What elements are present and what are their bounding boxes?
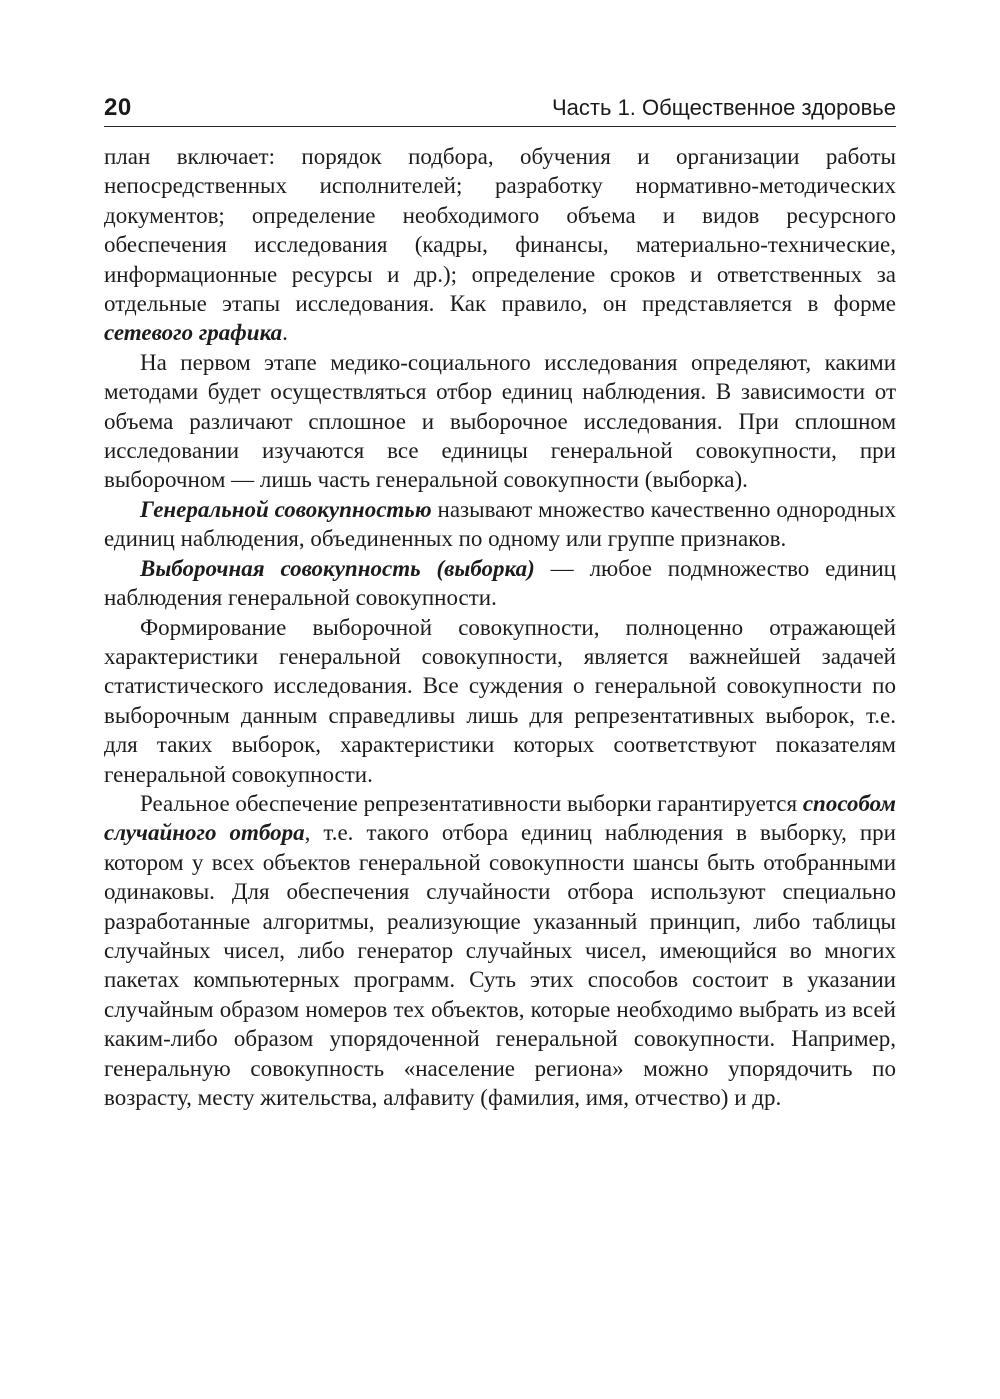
text-segment: — любое подмножество единиц наблюдения генеральной совокупности.: [104, 555, 896, 611]
term-random-selection: способом случайного отбора: [104, 790, 897, 846]
text-segment: .: [282, 320, 288, 346]
running-head: [104, 92, 896, 124]
term-sample: Выборочная совокупность (выборка): [140, 555, 535, 581]
page-number: 20: [104, 94, 132, 121]
header-rule: [104, 126, 896, 127]
term-network-schedule: сетевого графика: [104, 320, 283, 346]
paragraph-sample: [104, 554, 896, 613]
paragraph-random-selection: [104, 789, 896, 1112]
term-general-population: Генеральной совокупностью: [140, 496, 432, 522]
text-segment: называют множество качественно однородных единиц наблюдения, объединенных по одному или группе признаков.: [104, 496, 897, 552]
paragraph-continuation: [104, 142, 896, 348]
paragraph-general-population: [104, 495, 896, 554]
text-segment: Реальное обеспечение репрезентативности выборки гарантируется: [140, 790, 803, 816]
section-title: Часть 1. Общественное здоровье: [552, 95, 896, 120]
text-segment: план включает: порядок подбора, обучения и организации работы непосредственных исполнителей; разработку нормативно-методических документов; определение необходимого объема и видов ресурсного обеспечения исследования (кадры, финансы, материально-технические, информационные ресурсы и др.); определение сроков и ответственных за отдельные этапы исследования. Как правило, он представляется в форме: [104, 144, 896, 317]
text-segment: , т.е. такого отбора единиц наблюдения в выборку, при котором у всех объектов генеральной совокупности шансы быть отобранными одинаковы. Для обеспечения случайности отбора используют специально разработанные алгоритмы, реализующие указанный принцип, либо таблицы случайных чисел, либо генератор случайных чисел, имеющийся во многих пакетах компьютерных программ. Суть этих способов состоит в указании случайным образом номеров тех объектов, которые необходимо выбрать из всей каким-либо образом упорядоченной генеральной совокупности. Например, генеральную совокупность «население региона» можно упорядочить по возрасту, месту жительства, алфавиту (фамилия, имя, отчество) и др.: [104, 820, 896, 1110]
body-text: [104, 142, 896, 1112]
paragraph-sample-formation: Формирование выборочной совокупности, полноценно отражающей характеристики генеральной совокупности, является важнейшей задачей статистического исследования. Все суждения о генеральной совокупности по выборочным данным справедливы лишь для репрезентативных выборок, т.е. для таких выборок, характеристики которых соответствуют показателям генеральной совокупности.: [104, 614, 896, 787]
paragraph-first-stage: На первом этапе медико-социального исследования определяют, какими методами будет осуществляться отбор единиц наблюдения. В зависимости от объема различают сплошное и выборочное исследования. При сплошном исследовании изучаются все единицы генеральной совокупности, при выборочном — лишь часть генеральной совокупности (выборка).: [104, 349, 896, 493]
